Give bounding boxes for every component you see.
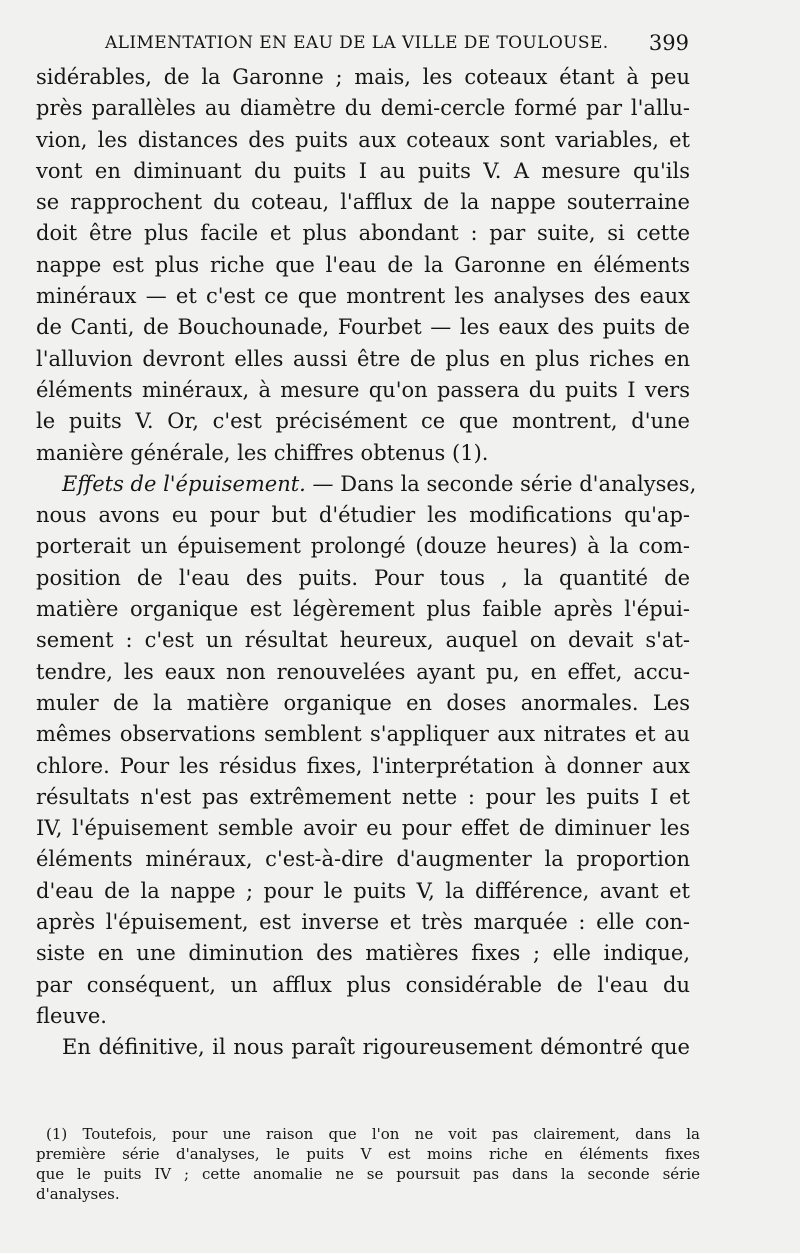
- text-line: éléments minéraux, à mesure qu'on passera du puits I vers: [36, 377, 690, 402]
- footnote-line: que le puits IV ; cette anomalie ne se poursuit pas dans la seconde série: [36, 1165, 700, 1183]
- text-line: nappe est plus riche que l'eau de la Garonne en éléments: [36, 252, 690, 277]
- text-line: matière organique est légèrement plus faible après l'épui-: [36, 597, 690, 622]
- text-line: se rapprochent du coteau, l'afflux de la nappe souterraine: [36, 190, 690, 215]
- footnote: [36, 1124, 700, 1204]
- text-line: IV, l'épuisement semble avoir eu pour effet de diminuer les: [36, 816, 690, 841]
- page-header: [105, 33, 689, 63]
- text-line: fleuve.: [36, 1003, 107, 1028]
- text-line: porterait un épuisement prolongé (douze heures) à la com-: [36, 534, 690, 559]
- text-line: manière générale, les chiffres obtenus (1).: [36, 440, 489, 465]
- section-heading: Effets de l'épuisement. —: [62, 471, 334, 496]
- text-line: après l'épuisement, est inverse et très marquée : elle con-: [36, 910, 690, 935]
- text-line: minéraux — et c'est ce que montrent les analyses des eaux: [36, 284, 690, 309]
- text-line: l'alluvion devront elles aussi être de plus en plus riches en: [36, 346, 690, 371]
- text-line: le puits V. Or, c'est précisément ce que montrent, d'une: [36, 409, 690, 434]
- text-line: par conséquent, un afflux plus considérable de l'eau du: [36, 972, 690, 997]
- footnote-line: première série d'analyses, le puits V est moins riche en éléments fixes: [36, 1145, 700, 1163]
- text-line: de Canti, de Bouchounade, Fourbet — les eaux des puits de: [36, 315, 690, 340]
- text-line: position de l'eau des puits. Pour tous , la quantité de: [36, 565, 690, 590]
- text-line: tendre, les eaux non renouvelées ayant pu, en effet, accu-: [36, 659, 690, 684]
- text-line: Dans la seconde série d'analyses,: [340, 471, 697, 496]
- text-line: muler de la matière organique en doses anormales. Les: [36, 690, 690, 715]
- text-line: d'eau de la nappe ; pour le puits V, la différence, avant et: [36, 878, 690, 903]
- footnote-line: d'analyses.: [36, 1185, 120, 1203]
- text-line: résultats n'est pas extrêmement nette : pour les puits I et: [36, 784, 690, 809]
- text-line: doit être plus facile et plus abondant : par suite, si cette: [36, 221, 690, 246]
- text-line: siste en une diminution des matières fixes ; elle indique,: [36, 941, 690, 966]
- text-line: nous avons eu pour but d'étudier les modifications qu'ap-: [36, 503, 690, 528]
- text-line: sement : c'est un résultat heureux, auquel on devait s'at-: [36, 628, 690, 653]
- text-line: En définitive, il nous paraît rigoureusement démontré que: [62, 1035, 690, 1060]
- text-line: près parallèles au diamètre du demi-cercle formé par l'allu-: [36, 96, 690, 121]
- page-number: 399: [648, 31, 689, 55]
- text-line: éléments minéraux, c'est-à-dire d'augmenter la proportion: [36, 847, 690, 872]
- text-line: vont en diminuant du puits I au puits V. A mesure qu'ils: [36, 158, 690, 183]
- body-text: [36, 62, 697, 1064]
- text-line: vion, les distances des puits aux coteaux sont variables, et: [36, 127, 690, 152]
- text-line: chlore. Pour les résidus fixes, l'interprétation à donner aux: [36, 753, 690, 778]
- text-line: sidérables, de la Garonne ; mais, les coteaux étant à peu: [36, 65, 690, 89]
- footnote-line: (1) Toutefois, pour une raison que l'on ne voit pas clairement, dans la: [46, 1125, 700, 1143]
- text-line: mêmes observations semblent s'appliquer aux nitrates et au: [36, 722, 690, 747]
- running-title: ALIMENTATION EN EAU DE LA VILLE DE TOULOUSE.: [105, 33, 609, 53]
- paragraph-first-line: [36, 469, 697, 500]
